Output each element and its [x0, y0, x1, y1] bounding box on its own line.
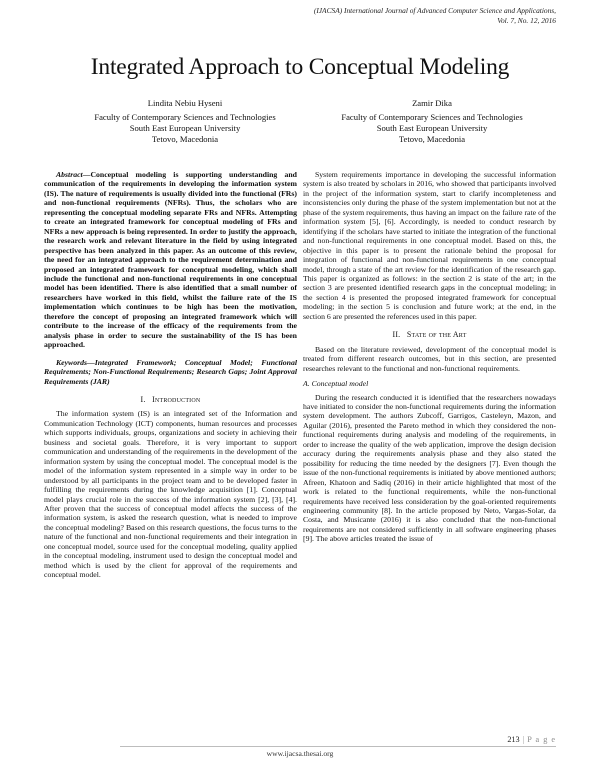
right-column	[303, 170, 556, 544]
author-block-1	[60, 98, 310, 145]
journal-name: (IJACSA) International Journal of Advanced Computer Science and Applications,	[313, 6, 556, 15]
page-number: 213 | P a g e	[507, 735, 556, 744]
author-name: Lindita Nebiu Hyseni	[147, 98, 223, 108]
keywords-label: Keywords—	[56, 357, 95, 367]
author-block-2	[307, 98, 557, 145]
section-heading-1	[44, 395, 297, 404]
page-number-value: 213	[507, 735, 520, 744]
author-city: Tetovo, Macedonia	[151, 134, 219, 144]
author-name: Zamir Dika	[412, 98, 452, 108]
author-university: South East European University	[376, 123, 488, 133]
section-number: II.	[392, 330, 401, 340]
abstract	[44, 170, 297, 350]
section-title: State of the Art	[406, 330, 467, 340]
keywords-text: Integrated Framework; Conceptual Model; Functional Requirements; Non-Functional Requirements; Research Gaps; Joint Approval Requirements (JAR)	[44, 357, 297, 386]
abstract-label: Abstract—	[56, 170, 91, 179]
author-faculty: Faculty of Contemporary Sciences and Technologies	[94, 112, 276, 122]
left-column	[44, 170, 297, 580]
journal-header	[136, 6, 556, 25]
section-title: Introduction	[152, 394, 201, 404]
footer-divider	[120, 746, 556, 747]
section-heading-2	[303, 330, 556, 339]
page-word: P a g e	[527, 735, 556, 744]
author-university: South East European University	[129, 123, 241, 133]
paragraph: Based on the literature reviewed, development of the conceptual model is treated from different research outcomes, but in this section, are presented researches relevant to the functional and non-functional requirements.	[303, 344, 556, 373]
paragraph: System requirements importance in developing the successful information system is also treated by scholars in 2016, who showed that participants involved in the project of the information system, start to clarify incompleteness and inconsistencies only during the phase of the system implementation but not at the phase of the system requirements, thus having an impact on the failure rate of the information system [5], [6]. Accordingly, is needed to conduct research by identifying if the scholars have started to initiate the integration of the functional and non-functional requirements in one conceptual model. Based on this, the objective in this paper is to present the rationale behind the proposal for integration of functional and non-functional requirements in one conceptual model, through a state of the art review for the identification of the research gap. This paper is organized as follows: in the section 2 is state of the art; in the section 3 are presented identified research gaps in the conceptual modeling; in the section 4 is presented the proposed integrated framework for conceptual modeling; in the section 5 is conclusion and future work; at the end, in the section 6 are presented the references used in this paper.	[303, 170, 556, 321]
paper-title: Integrated Approach to Conceptual Modeling	[90, 54, 510, 80]
subsection-heading: A. Conceptual model	[303, 379, 369, 389]
journal-volume: Vol. 7, No. 12, 2016	[497, 15, 556, 25]
section-number: I.	[140, 394, 146, 404]
abstract-text: Conceptual modeling is supporting understanding and communication of the requirements in developing the information system (IS). The nature of requirements is usually divided into the functional (FRs) and non-functional requirements (NFRs). Thus, the scholars who are representing the conceptual modeling separate FRs and NFRs. Attempting to create an integrated framework for conceptual modeling of FRs and NFRs a new approach is being represented. In order to justify the approach, the research work and relevant literature in the field by using integrated perspective has been analyzed in this paper. As an outcome of this review, the need for an integrated approach to the requirement determination and proposed an integrated framework for conceptual modeling, which shall include the functional and non-functional requirements in one conceptual model has been identified. There is also identified that a small number of researchers have worked in this field, whilst the failure rate of the IS implementation which continues to be high has been the motivation, therefore the concept of proposing an integrated framework which will contribute to the increase of the efficacy of the requirements from the analysis phase in order to secure the sustainability of the IS has been approached.	[44, 170, 297, 350]
paragraph: During the research conducted it is identified that the researchers nowadays have initiated to consider the non-functional requirements during the information system development. The authors Zubcoff, Garrigos, Casteleyn, Mazon, and Aguilar (2016), presented the Pareto method in which they considered the non-functional requirements during analysis and modeling of the requirements, in order to increase the quality of the web application, improve the design decision accuracy during the requirements analysis phase and they also stated the possibility for reducing the time needed by the designers [7]. Even though the issue of the non-functional requirements is initiated by above mentioned authors; Afreen, Khatoon and Sadiq (2016) in their article highlighted that most of the work is related to the functional requirements, while the non-functional requirements have received less consideration by the goal-oriented requirements engineering community [8]. In the article proposed by Neto, Vargas-Solar, da Costa, and Musicante (2016) it is also concluded that the non-functional requirements are not considered sufficiently in all software engineering phases [9]. The above articles treated the issue of	[303, 392, 556, 544]
paragraph: The information system (IS) is an integrated set of the Information and Communication Technology (ICT) components, human resources and processes which supports individuals, groups, organizations and society in achieving their business and societal goals. Therefore, it is very important to support communication and understanding of the requirements in the development of the information system by using the conceptual model. The conceptual model is the model of the information system represented in a simple way in order to be understood by all participants in the project team and to be developed faster in fulfilling the requirements during the knowledge acquisition [1]. Conceptual model plays crucial role in the success of the information system [2], [3], [4]. After proven that the success of conceptual model affects the success of the information system, is asked the research question, what is needed to improve the conceptual modeling? Based on this research questions, the focus turns to the nature of the functional and non-functional requirements and their integration in one conceptual model, source used for the conceptual modeling, quality applied in the conceptual modeling, instrument used to design the conceptual model and method which is used by the client for approval of the requirements and conceptual model.	[44, 409, 297, 580]
author-faculty: Faculty of Contemporary Sciences and Technologies	[341, 112, 523, 122]
footer-url: www.ijacsa.thesai.org	[266, 749, 334, 758]
author-city: Tetovo, Macedonia	[398, 134, 466, 144]
keywords	[44, 358, 297, 386]
